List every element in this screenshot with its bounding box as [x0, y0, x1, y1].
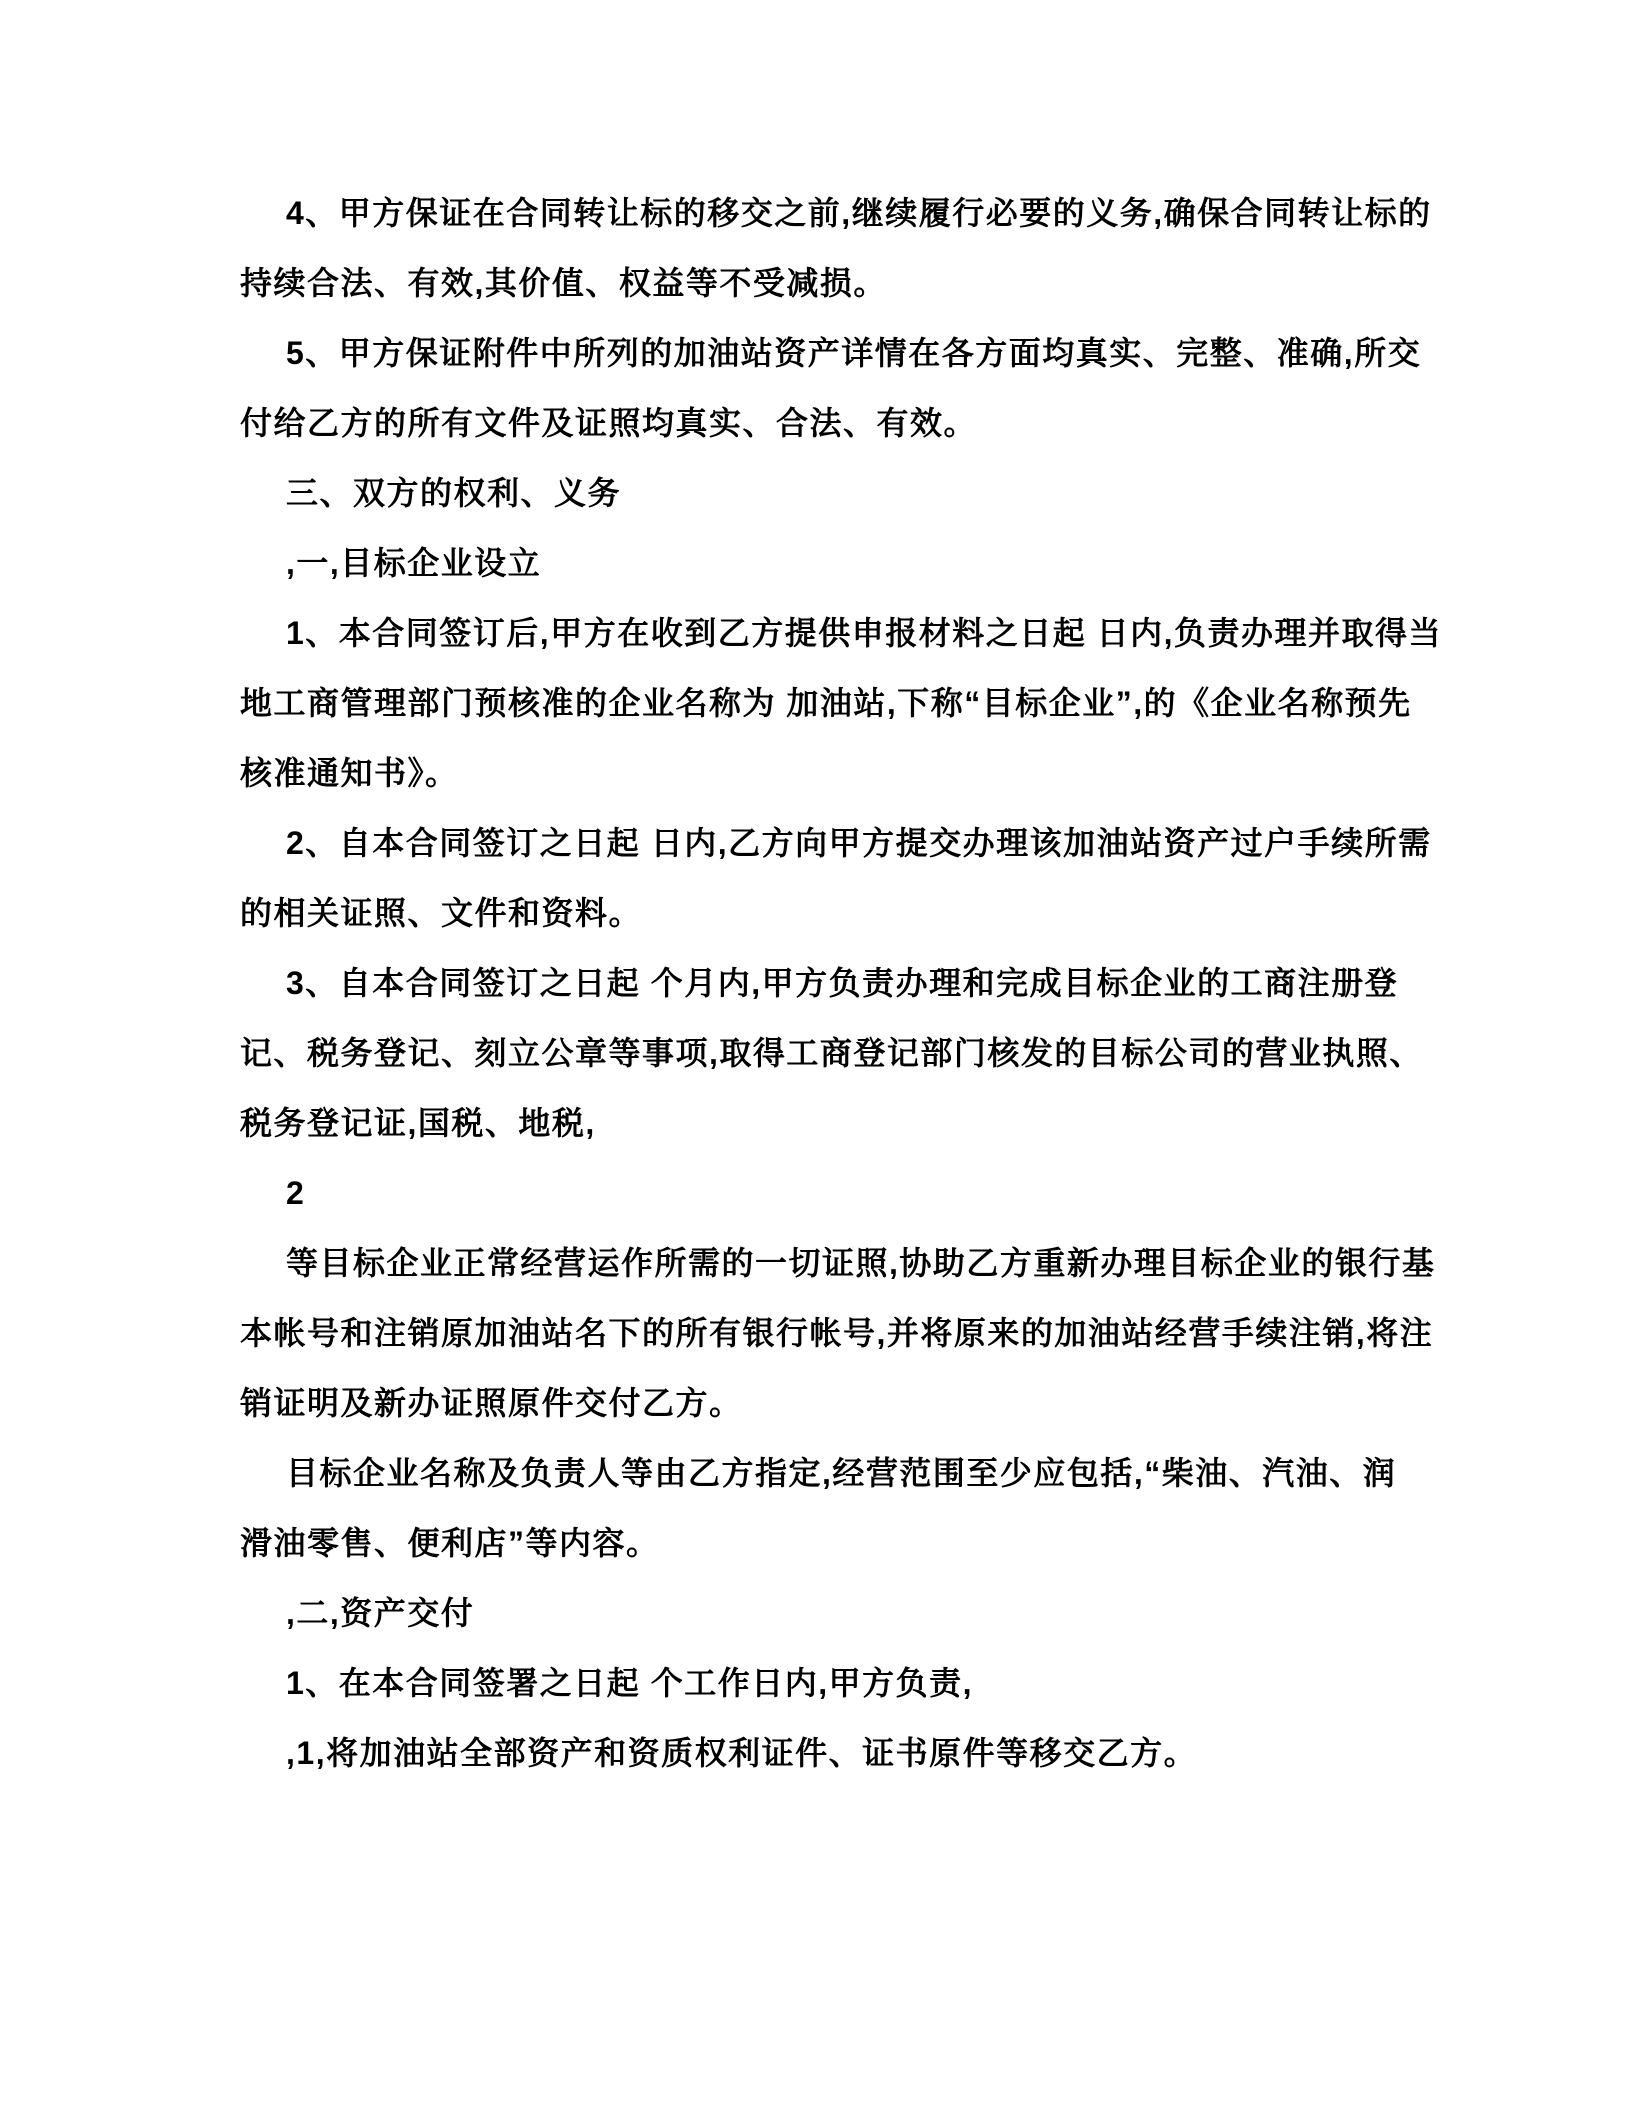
text-line: 1、本合同签订后,甲方在收到乙方提供申报材料之日起 日内,负责办理并取得当: [286, 615, 1442, 651]
text-line: 2: [286, 1175, 306, 1211]
text-line: ,1,将加油站全部资产和资质权利证件、证书原件等移交乙方。: [286, 1735, 1198, 1771]
text-line: 持续合法、有效,其价值、权益等不受减损。: [240, 265, 887, 301]
text-line: ,一,目标企业设立: [286, 545, 542, 581]
text-line: 目标企业名称及负责人等由乙方指定,经营范围至少应包括,“柴油、汽油、润: [286, 1455, 1397, 1491]
text-line: 本帐号和注销原加油站名下的所有银行帐号,并将原来的加油站经营手续注销,将注: [240, 1315, 1434, 1351]
text-line: 3、自本合同签订之日起 个月内,甲方负责办理和完成目标企业的工商注册登: [286, 965, 1399, 1001]
text-line: 销证明及新办证照原件交付乙方。: [240, 1385, 743, 1421]
text-line: 1、在本合同签署之日起 个工作日内,甲方负责,: [286, 1665, 973, 1701]
text-line: 4、甲方保证在合同转让标的移交之前,继续履行必要的义务,确保合同转让标的: [286, 195, 1432, 231]
document-body: [240, 178, 1490, 1788]
text-line: 的相关证照、文件和资料。: [240, 895, 643, 931]
text-line: ,二,资产交付: [286, 1595, 475, 1631]
text-line: 等目标企业正常经营运作所需的一切证照,协助乙方重新办理目标企业的银行基: [286, 1245, 1436, 1281]
text-line: 付给乙方的所有文件及证照均真实、合法、有效。: [240, 405, 978, 441]
text-line: 税务登记证,国税、地税,: [240, 1105, 596, 1141]
text-line: 2、自本合同签订之日起 日内,乙方向甲方提交办理该加油站资产过户手续所需: [286, 825, 1432, 861]
text-line: 核准通知书》。: [240, 755, 459, 791]
text-line: 5、甲方保证附件中所列的加油站资产详情在各方面均真实、完整、准确,所交: [286, 335, 1422, 371]
text-line: 三、双方的权利、义务: [286, 475, 622, 511]
text-line: 滑油零售、便利店”等内容。: [240, 1525, 660, 1561]
text-line: 记、税务登记、刻立公章等事项,取得工商登记部门核发的目标公司的营业执照、: [240, 1035, 1423, 1071]
text-line: 地工商管理部门预核准的企业名称为 加油站,下称“目标企业”,的《企业名称预先: [240, 685, 1412, 721]
